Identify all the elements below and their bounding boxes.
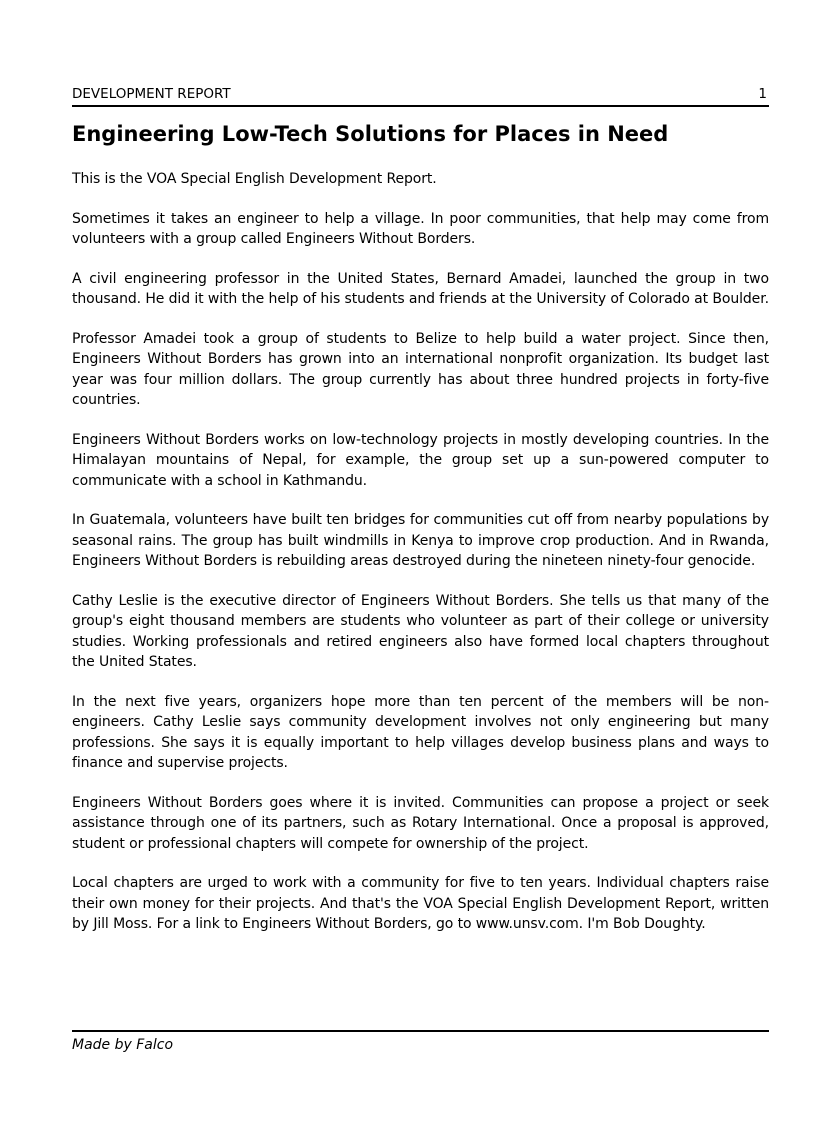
header-title: DEVELOPMENT REPORT	[72, 86, 231, 102]
page-header	[72, 86, 769, 107]
document-body	[72, 169, 769, 954]
page-number: 1	[758, 86, 767, 102]
document-page	[72, 0, 769, 1123]
paragraph: A civil engineering professor in the United States, Bernard Amadei, launched the group in two thousand. He did it with the help of his students and friends at the University of Colorado at Boulder.	[72, 270, 769, 307]
paragraph: In the next five years, organizers hope more than ten percent of the members will be non-engineers. Cathy Leslie says community development involves not only engineering but many professions. She says it is equally important to help villages develop business plans and ways to finance and supervise projects.	[72, 693, 769, 771]
paragraph: Sometimes it takes an engineer to help a village. In poor communities, that help may come from volunteers with a group called Engineers Without Borders.	[72, 210, 769, 247]
paragraph: Engineers Without Borders works on low-technology projects in mostly developing countries. In the Himalayan mountains of Nepal, for example, the group set up a sun-powered computer to communicate with a school in Kathmandu.	[72, 431, 769, 489]
document-title: Engineering Low-Tech Solutions for Places in Need	[72, 122, 669, 146]
paragraph-closing: Local chapters are urged to work with a community for five to ten years. Individual chapters raise their own money for their projects. And that's the VOA Special English Development Report, written by Jill Moss. For a link to Engineers Without Borders, go to www.unsv.com. I'm Bob Doughty.	[72, 875, 769, 932]
paragraph-intro: This is the VOA Special English Development Report.	[72, 171, 437, 187]
footer-credit: Made by Falco	[72, 1037, 174, 1053]
paragraph: In Guatemala, volunteers have built ten bridges for communities cut off from nearby populations by seasonal rains. The group has built windmills in Kenya to improve crop production. And in Rwanda, Engineers Without Borders is rebuilding areas destroyed during the nineteen ninety-four genocide.	[72, 512, 769, 569]
footer-divider	[72, 1030, 769, 1032]
paragraph: Professor Amadei took a group of students to Belize to help build a water project. Since then, Engineers Without Borders has grown into an international nonprofit organization. Its budget last year was four million dollars. The group currently has about three hundred projects in forty-five countries.	[72, 330, 769, 408]
paragraph: Cathy Leslie is the executive director of Engineers Without Borders. She tells us that many of the group's eight thousand members are students who volunteer as part of their college or university studies. Working professionals and retired engineers also have formed local chapters throughout the United States.	[72, 592, 769, 670]
paragraph: Engineers Without Borders goes where it is invited. Communities can propose a project or seek assistance through one of its partners, such as Rotary International. Once a proposal is approved, student or professional chapters will compete for ownership of the project.	[72, 794, 769, 852]
